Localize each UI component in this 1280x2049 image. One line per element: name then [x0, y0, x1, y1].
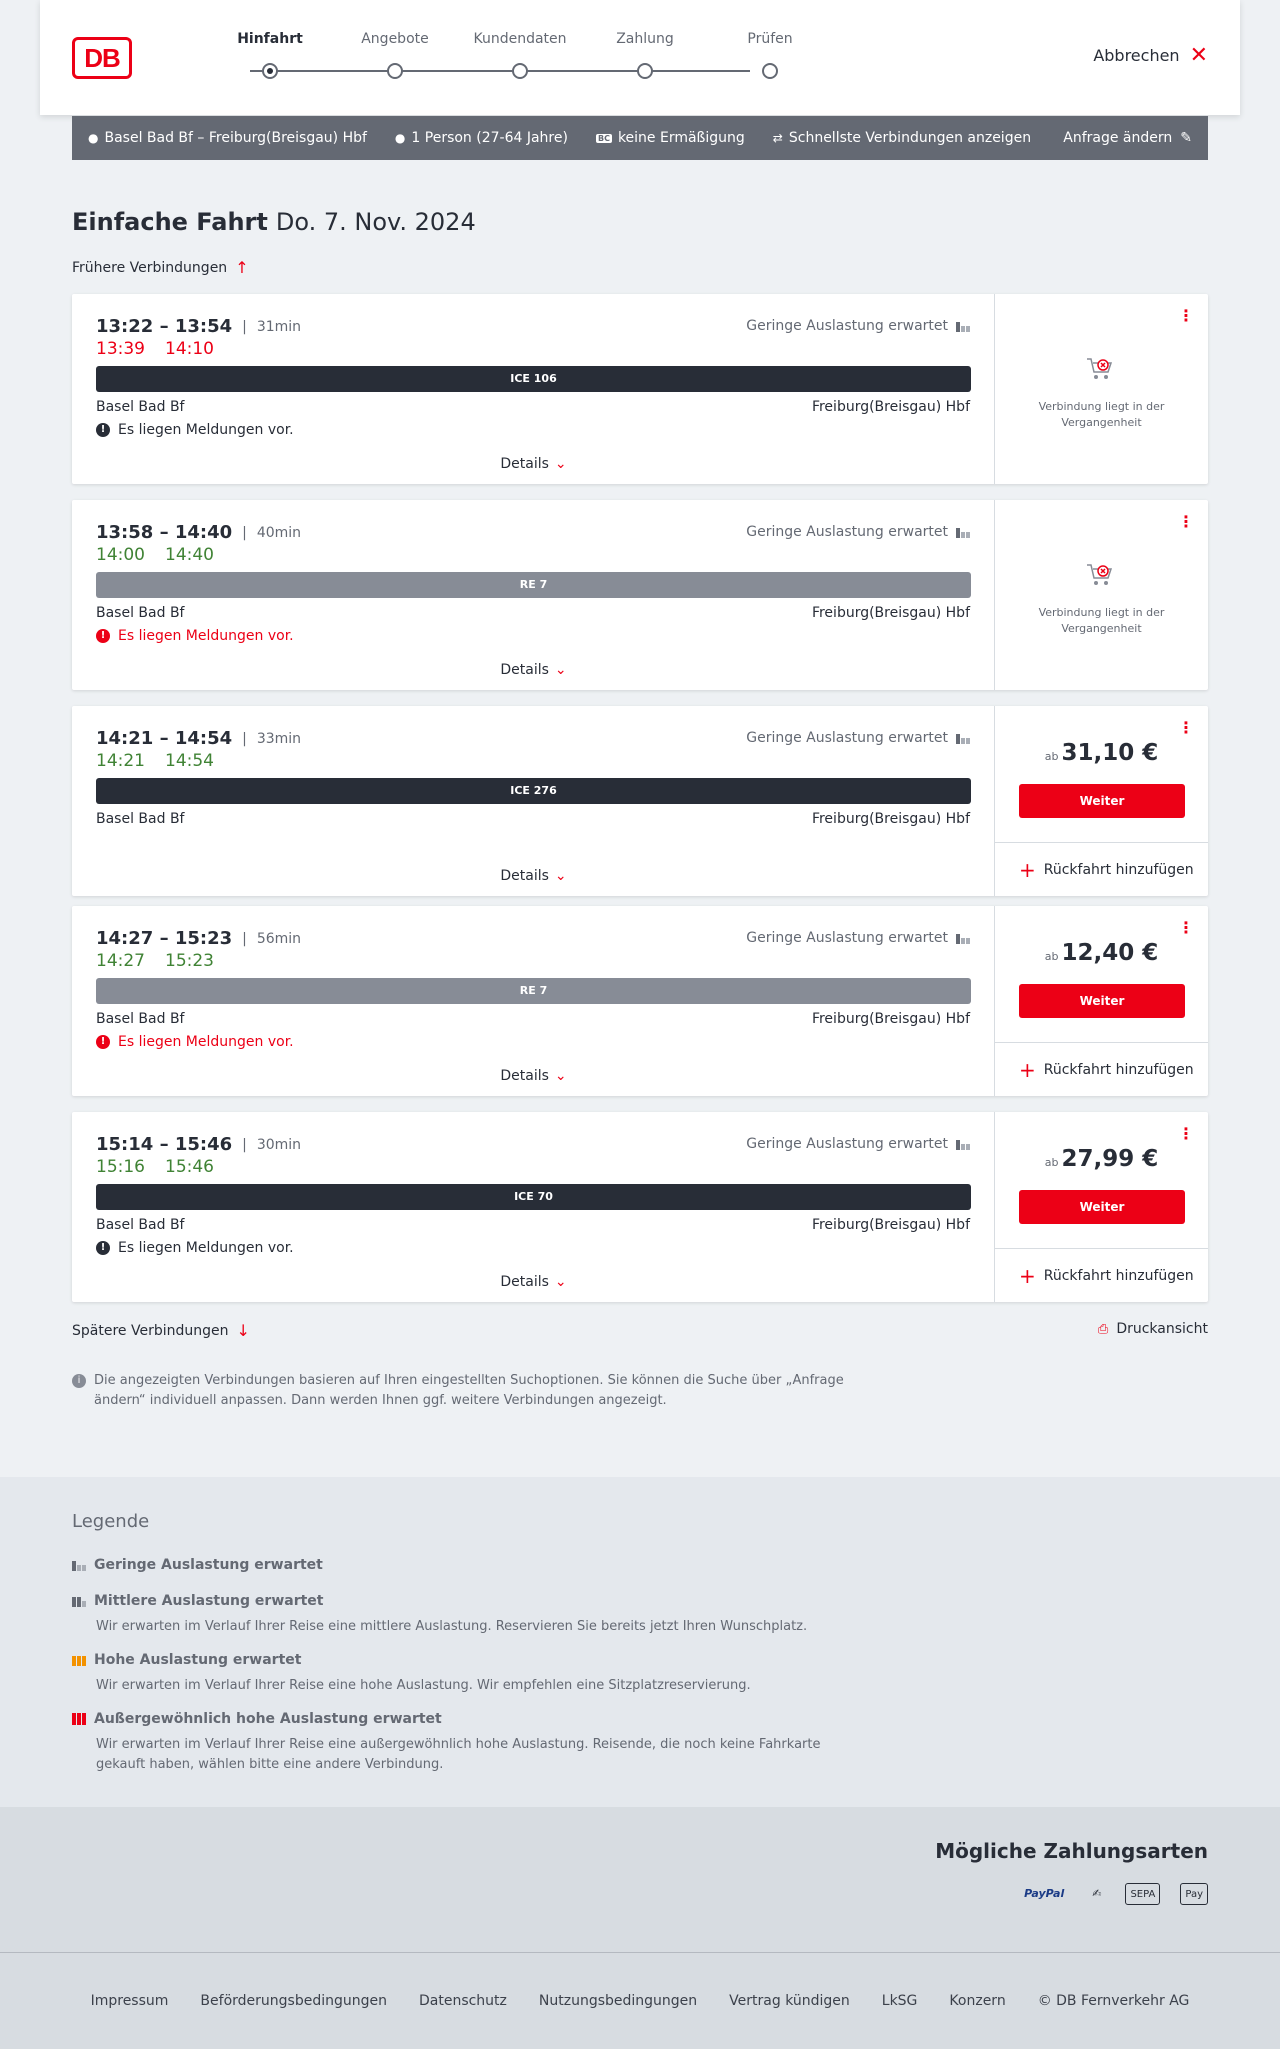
connection-card	[72, 906, 1208, 1096]
add-return-button[interactable]	[995, 842, 1208, 896]
person-icon: ●	[394, 131, 406, 145]
realtime-departure: 14:00	[96, 545, 145, 565]
train-bar: ICE 106	[96, 366, 971, 392]
details-toggle[interactable]	[72, 456, 995, 472]
payment-methods-title: Mögliche Zahlungsarten	[935, 1839, 1208, 1863]
arrival-station: Freiburg(Breisgau) Hbf	[811, 1011, 970, 1027]
location-pin-icon: ●	[88, 131, 99, 145]
occupancy-low-icon	[72, 1559, 86, 1571]
discount-summary	[596, 130, 745, 146]
divider: |	[242, 524, 247, 541]
realtime-arrival: 15:46	[165, 1157, 214, 1177]
planned-times: 13:22 – 13:54	[96, 316, 233, 337]
chevron-down-icon: ⌄	[554, 1068, 567, 1084]
legend-description: Wir erwarten im Verlauf Ihrer Reise eine mittlere Auslastung. Reservieren Sie bereits jetzt Ihren Wunschplatz.	[96, 1619, 808, 1634]
connection-times	[96, 522, 301, 543]
connection-info[interactable]	[72, 1112, 995, 1302]
step-dot	[387, 63, 403, 79]
divider: |	[242, 1136, 247, 1153]
chevron-down-icon: ⌄	[554, 456, 567, 472]
message-text: Es liegen Meldungen vor.	[118, 628, 294, 644]
arrival-station: Freiburg(Breisgau) Hbf	[811, 399, 970, 415]
footer-link-lksg[interactable]: LkSG	[881, 1993, 918, 2009]
price	[995, 1146, 1208, 1172]
edit-request-label: Anfrage ändern	[1063, 130, 1173, 146]
occupancy-low-icon	[956, 320, 970, 332]
realtime-times	[96, 545, 214, 565]
step-label: Zahlung	[616, 31, 674, 47]
legend-item	[72, 1593, 872, 1637]
realtime-arrival: 14:10	[165, 339, 214, 359]
step-label: Prüfen	[747, 31, 793, 47]
departure-station: Basel Bad Bf	[96, 1011, 185, 1027]
continue-button[interactable]: Weiter	[1019, 1190, 1185, 1224]
occupancy-text: Geringe Auslastung erwartet	[746, 1136, 948, 1152]
step-dot	[637, 63, 653, 79]
alert-icon: !	[96, 423, 110, 437]
realtime-times	[96, 751, 214, 771]
arrow-down-icon: ↓	[236, 1321, 250, 1340]
more-options-icon[interactable]: ⋮	[1178, 306, 1194, 325]
arrival-station: Freiburg(Breisgau) Hbf	[811, 605, 970, 621]
price-prefix: ab	[1044, 1156, 1059, 1169]
close-icon: ✕	[1189, 42, 1208, 68]
occupancy-info	[746, 318, 970, 334]
occupancy-extreme-icon	[72, 1713, 86, 1725]
occupancy-low-icon	[956, 526, 970, 538]
legend-label: Außergewöhnlich hohe Auslastung erwartet	[94, 1711, 442, 1727]
details-label: Details	[500, 868, 549, 884]
chevron-down-icon: ⌄	[554, 1274, 567, 1290]
legend-title: Legende	[72, 1511, 150, 1532]
train-bar: RE 7	[96, 978, 971, 1004]
connection-times	[96, 928, 301, 949]
edit-request-button[interactable]	[1063, 130, 1192, 146]
bahncard-icon: BC	[597, 133, 610, 143]
footer-link-datenschutz[interactable]: Datenschutz	[418, 1993, 507, 2009]
step-label: Angebote	[361, 31, 429, 47]
price-value: 27,99 €	[1061, 1146, 1159, 1172]
connection-card	[72, 706, 1208, 896]
step-kundendaten	[460, 30, 580, 48]
continue-button[interactable]: Weiter	[1019, 784, 1185, 818]
price	[995, 940, 1208, 966]
step-hinfahrt	[210, 30, 330, 48]
details-label: Details	[500, 456, 549, 472]
footer-link-konzern[interactable]: Konzern	[949, 1993, 1006, 2009]
earlier-connections-link[interactable]	[72, 258, 249, 277]
realtime-times	[96, 339, 214, 359]
realtime-arrival: 15:23	[165, 951, 214, 971]
step-pruefen	[710, 30, 830, 48]
connection-card	[72, 1112, 1208, 1302]
step-label: Hinfahrt	[237, 31, 303, 47]
payment-icons	[1020, 1883, 1208, 1905]
past-connection-text: Verbindung liegt in der Vergangenheit	[1038, 606, 1165, 635]
price-prefix: ab	[1044, 950, 1059, 963]
add-return-label: Rückfahrt hinzufügen	[1043, 1267, 1194, 1284]
progress-steps	[210, 30, 793, 90]
realtime-departure: 13:39	[96, 339, 145, 359]
price	[995, 740, 1208, 766]
past-connection-text: Verbindung liegt in der Vergangenheit	[1038, 400, 1165, 429]
legend-label: Hohe Auslastung erwartet	[94, 1652, 302, 1668]
traveller-text: 1 Person (27-64 Jahre)	[411, 130, 568, 146]
message-text: Es liegen Meldungen vor.	[118, 1240, 294, 1256]
price-value: 31,10 €	[1061, 740, 1159, 766]
alert-icon: !	[96, 1035, 110, 1049]
message-notice	[96, 1240, 294, 1256]
occupancy-low-icon	[956, 932, 970, 944]
departure-station: Basel Bad Bf	[96, 1217, 185, 1233]
step-zahlung	[585, 30, 705, 48]
info-icon: i	[72, 1374, 86, 1388]
alert-icon: !	[96, 629, 110, 643]
price-value: 12,40 €	[1061, 940, 1159, 966]
card-signature-icon: ✍	[1092, 1887, 1102, 1900]
db-logo[interactable]: DB	[72, 37, 132, 79]
realtime-times	[96, 1157, 214, 1177]
departure-station: Basel Bad Bf	[96, 399, 185, 415]
divider: |	[242, 318, 247, 335]
trip-type: Einfache Fahrt	[72, 208, 268, 236]
route-text: Basel Bad Bf – Freiburg(Breisgau) Hbf	[104, 130, 367, 146]
train-bar: RE 7	[96, 572, 971, 598]
legend-section	[0, 1477, 1280, 1807]
occupancy-text: Geringe Auslastung erwartet	[746, 524, 948, 540]
payment-methods-section	[0, 1807, 1280, 1952]
planned-times: 14:27 – 15:23	[96, 928, 233, 949]
divider: |	[242, 730, 247, 747]
details-label: Details	[500, 1068, 549, 1084]
step-angebote	[335, 30, 455, 48]
message-text: Es liegen Meldungen vor.	[118, 422, 294, 438]
footer	[0, 1952, 1280, 2049]
info-text: Die angezeigten Verbindungen basieren auf Ihren eingestellten Suchoptionen. Sie können die Suche über „Anfrage ändern“ individuell anpassen. Dann werden Ihnen ggf. weitere Verbindungen angezeigt.	[94, 1373, 844, 1408]
duration: 33min	[256, 730, 302, 747]
footer-copyright: © DB Fernverkehr AG	[1037, 1993, 1190, 2009]
arrival-station: Freiburg(Breisgau) Hbf	[811, 1217, 970, 1233]
details-toggle[interactable]	[72, 1274, 995, 1290]
header	[40, 0, 1240, 115]
pencil-icon: ✎	[1180, 130, 1192, 146]
search-info-note	[72, 1371, 852, 1411]
legend-label: Geringe Auslastung erwartet	[94, 1557, 323, 1573]
step-label: Kundendaten	[473, 31, 567, 47]
printer-icon: ⎙	[1097, 1321, 1109, 1337]
legend-description: Wir erwarten im Verlauf Ihrer Reise eine hohe Auslastung. Wir empfehlen eine Sitzplatzreservierung.	[96, 1678, 751, 1693]
occupancy-low-icon	[956, 1138, 970, 1150]
realtime-departure: 15:16	[96, 1157, 145, 1177]
plus-icon: +	[1019, 1057, 1036, 1082]
later-label: Spätere Verbindungen	[72, 1322, 229, 1339]
paypal-icon: PayPal	[1024, 1887, 1065, 1900]
planned-times: 13:58 – 14:40	[96, 522, 233, 543]
connection-card	[72, 294, 1208, 484]
legend-item	[72, 1652, 872, 1696]
occupancy-info	[746, 730, 970, 746]
apple-pay-icon: Pay	[1180, 1883, 1208, 1905]
occupancy-text: Geringe Auslastung erwartet	[746, 930, 948, 946]
message-text: Es liegen Meldungen vor.	[118, 1034, 294, 1050]
page-title	[72, 208, 476, 236]
alert-icon: !	[96, 1241, 110, 1255]
connection-card	[72, 500, 1208, 690]
print-view-link[interactable]	[1098, 1321, 1208, 1337]
connection-info[interactable]	[72, 906, 995, 1096]
duration: 31min	[256, 318, 302, 335]
realtime-departure: 14:21	[96, 751, 145, 771]
more-options-icon[interactable]: ⋮	[1178, 718, 1194, 737]
cancel-label: Abbrechen	[1093, 46, 1180, 65]
add-return-label: Rückfahrt hinzufügen	[1043, 1061, 1194, 1078]
occupancy-low-icon	[956, 732, 970, 744]
chevron-down-icon: ⌄	[554, 868, 567, 884]
search-summary-bar	[72, 116, 1208, 160]
legend-label: Mittlere Auslastung erwartet	[94, 1593, 324, 1609]
fastest-summary	[773, 130, 1031, 146]
plus-icon: +	[1019, 857, 1036, 882]
route-summary	[88, 130, 367, 146]
cart-unavailable-icon	[1085, 562, 1115, 588]
train-bar: ICE 276	[96, 778, 971, 804]
plus-icon: +	[1019, 1263, 1036, 1288]
connection-times	[96, 728, 301, 749]
departure-station: Basel Bad Bf	[96, 811, 185, 827]
add-return-label: Rückfahrt hinzufügen	[1043, 861, 1194, 878]
details-label: Details	[500, 1274, 549, 1290]
duration: 40min	[256, 524, 302, 541]
details-toggle[interactable]	[72, 1068, 995, 1084]
message-notice	[96, 422, 294, 438]
departure-station: Basel Bad Bf	[96, 605, 185, 621]
cancel-button[interactable]	[1093, 42, 1208, 68]
duration: 30min	[256, 1136, 302, 1153]
connection-info[interactable]	[72, 706, 995, 896]
duration: 56min	[256, 930, 302, 947]
earlier-label: Frühere Verbindungen	[72, 259, 228, 276]
progress-line	[250, 70, 750, 72]
details-label: Details	[500, 662, 549, 678]
occupancy-text: Geringe Auslastung erwartet	[746, 318, 948, 334]
add-return-button[interactable]	[995, 1042, 1208, 1096]
realtime-arrival: 14:54	[165, 751, 214, 771]
connection-info[interactable]	[72, 294, 995, 484]
traveller-summary	[395, 130, 568, 146]
price-prefix: ab	[1044, 750, 1059, 763]
past-connection-panel	[995, 500, 1208, 690]
swap-arrows-icon: ⇄	[772, 131, 783, 145]
footer-links	[0, 1993, 1280, 2009]
occupancy-info	[746, 930, 970, 946]
train-bar: ICE 70	[96, 1184, 971, 1210]
print-label: Druckansicht	[1116, 1321, 1208, 1337]
more-options-icon[interactable]: ⋮	[1178, 918, 1194, 937]
realtime-departure: 14:27	[96, 951, 145, 971]
connection-times	[96, 316, 301, 337]
legend-item	[72, 1557, 872, 1573]
cart-unavailable-icon	[1085, 356, 1115, 382]
message-notice	[96, 1034, 294, 1050]
realtime-arrival: 14:40	[165, 545, 214, 565]
planned-times: 15:14 – 15:46	[96, 1134, 233, 1155]
arrival-station: Freiburg(Breisgau) Hbf	[811, 811, 970, 827]
divider: |	[242, 930, 247, 947]
legend-description: Wir erwarten im Verlauf Ihrer Reise eine außergewöhnlich hohe Auslastung. Reisende, die noch keine Fahrkarte gekauft haben, wählen bitte eine andere Verbindung.	[96, 1737, 821, 1772]
occupancy-info	[746, 1136, 970, 1152]
add-return-button[interactable]	[995, 1248, 1208, 1302]
chevron-down-icon: ⌄	[554, 662, 567, 678]
occupancy-info	[746, 524, 970, 540]
discount-text: keine Ermäßigung	[617, 130, 745, 146]
more-options-icon[interactable]: ⋮	[1178, 1124, 1194, 1143]
footer-link-nutzungsbedingungen[interactable]: Nutzungsbedingungen	[538, 1993, 698, 2009]
realtime-times	[96, 951, 214, 971]
fastest-text: Schnellste Verbindungen anzeigen	[788, 130, 1032, 146]
footer-link-impressum[interactable]: Impressum	[90, 1993, 169, 2009]
connection-times	[96, 1134, 301, 1155]
occupancy-high-icon	[72, 1654, 86, 1666]
arrow-up-icon: ↑	[235, 258, 249, 277]
legend-item	[72, 1711, 872, 1775]
later-connections-link[interactable]	[72, 1321, 250, 1340]
planned-times: 14:21 – 14:54	[96, 728, 233, 749]
occupancy-medium-icon	[72, 1595, 86, 1607]
connection-info[interactable]	[72, 500, 995, 690]
occupancy-text: Geringe Auslastung erwartet	[746, 730, 948, 746]
travel-date: Do. 7. Nov. 2024	[275, 208, 476, 236]
past-connection-panel	[995, 294, 1208, 484]
sepa-icon: SEPA	[1125, 1883, 1160, 1905]
more-options-icon[interactable]: ⋮	[1178, 512, 1194, 531]
step-dot	[262, 63, 278, 79]
continue-button[interactable]: Weiter	[1019, 984, 1185, 1018]
message-notice	[96, 628, 294, 644]
details-toggle[interactable]	[72, 662, 995, 678]
step-dot	[762, 63, 778, 79]
step-dot	[512, 63, 528, 79]
footer-link-befoerderungsbedingungen[interactable]: Beförderungsbedingungen	[200, 1993, 387, 2009]
details-toggle[interactable]	[72, 868, 995, 884]
footer-link-vertrag-kuendigen[interactable]: Vertrag kündigen	[729, 1993, 850, 2009]
